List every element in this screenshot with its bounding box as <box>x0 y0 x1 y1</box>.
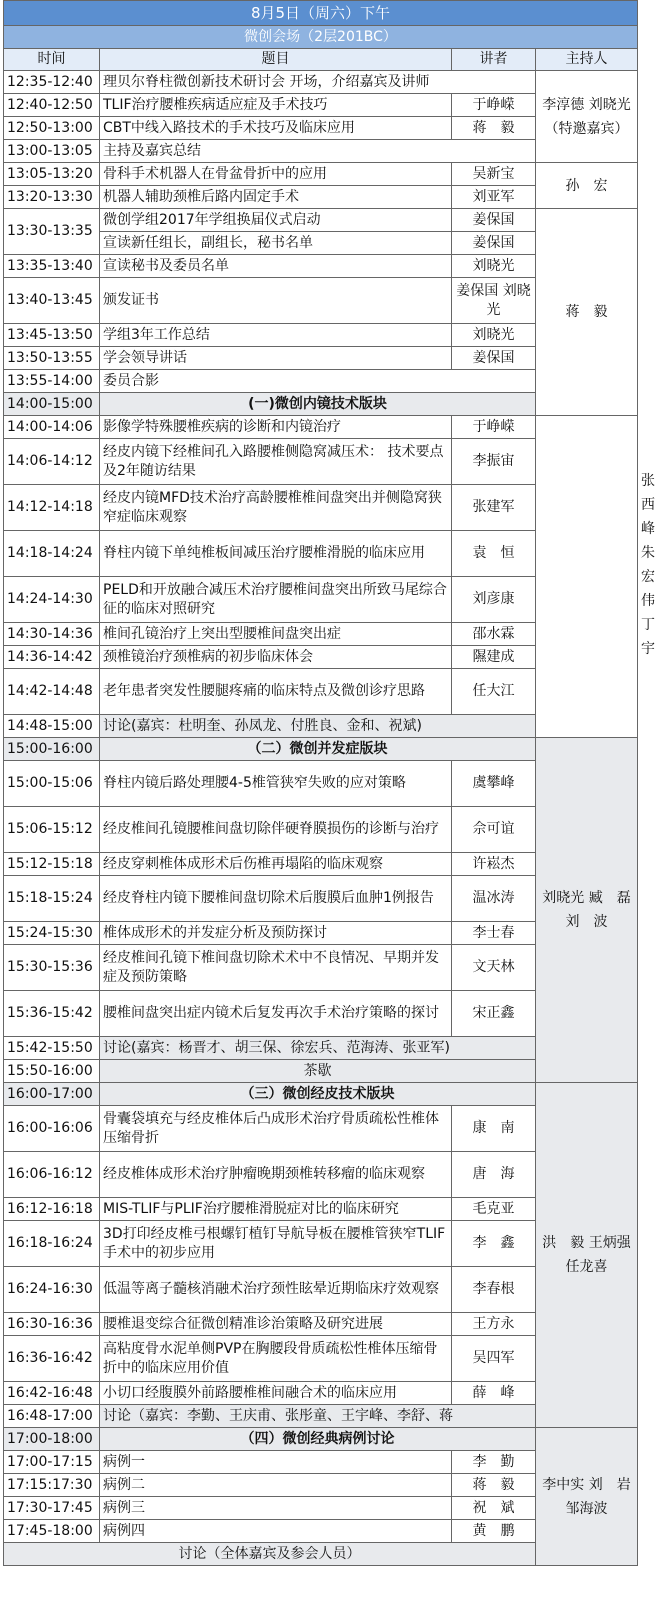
row-topic: 椎间孔镜治疗上突出型腰椎间盘突出症 <box>100 623 452 646</box>
row-time: 16:12-16:18 <box>4 1198 100 1221</box>
row-speaker: 李振宙 <box>452 439 536 485</box>
table-row <box>4 577 638 623</box>
row-topic: 小切口经腹膜外前路腰椎椎间融合术的临床应用 <box>100 1382 452 1405</box>
row-speaker: 于峥嵘 <box>452 416 536 439</box>
row-speaker: 刘亚军 <box>452 186 536 209</box>
row-topic: 委员合影 <box>100 370 536 393</box>
row-topic: 高粘度骨水泥单侧PVP在胸腰段骨质疏松性椎体压缩骨折中的临床应用价值 <box>100 1336 452 1382</box>
row-time: 14:24-14:30 <box>4 577 100 623</box>
row-time: 12:35-12:40 <box>4 71 100 94</box>
table-row <box>4 163 638 186</box>
row-speaker: 薛 峰 <box>452 1382 536 1405</box>
row-time: 14:42-14:48 <box>4 669 100 715</box>
table-row <box>4 209 638 232</box>
row-time: 17:15:17:30 <box>4 1474 100 1497</box>
row-topic: 骨科手术机器人在骨盆骨折中的应用 <box>100 163 452 186</box>
row-topic: 宣读新任组长，副组长，秘书名单 <box>100 232 452 255</box>
row-topic: 微创学组2017年学组换届仪式启动 <box>100 209 452 232</box>
row-time: 15:24-15:30 <box>4 922 100 945</box>
row-time: 17:00-18:00 <box>4 1428 100 1451</box>
row-time: 16:18-16:24 <box>4 1221 100 1267</box>
host-block-5: 刘晓光 臧 磊 刘 波 <box>536 738 638 1083</box>
row-time: 17:00-17:15 <box>4 1451 100 1474</box>
row-time: 17:45-18:00 <box>4 1520 100 1543</box>
row-time: 14:00-15:00 <box>4 393 100 416</box>
row-speaker: 刘晓光 <box>452 255 536 278</box>
row-topic: 骨囊袋填充与经皮椎体后凸成形术治疗骨质疏松性椎体压缩骨折 <box>100 1106 452 1152</box>
row-time: 12:40-12:50 <box>4 94 100 117</box>
schedule-table <box>3 0 655 1566</box>
row-speaker: 姜保国 <box>452 347 536 370</box>
col-time: 时间 <box>4 49 100 71</box>
row-topic: 讨论(嘉宾：杜明奎、孙凤龙、付胜良、金和、祝斌) <box>100 715 536 738</box>
row-topic: 主持及嘉宾总结 <box>100 140 536 163</box>
row-speaker: 刘晓光 <box>452 324 536 347</box>
row-speaker: 吴新宝 <box>452 163 536 186</box>
row-speaker: 王方永 <box>452 1313 536 1336</box>
host-block-3: 蒋 毅 <box>536 209 638 416</box>
row-speaker: 姜保国 刘晓光 <box>452 278 536 324</box>
row-speaker: 文天林 <box>452 945 536 991</box>
row-time: 13:20-13:30 <box>4 186 100 209</box>
row-time: 13:00-13:05 <box>4 140 100 163</box>
row-topic: 经皮椎间孔镜腰椎间盘切除伴硬脊膜损伤的诊断与治疗 <box>100 807 452 853</box>
col-speaker: 讲者 <box>452 49 536 71</box>
row-time: 15:00-15:06 <box>4 761 100 807</box>
row-speaker: 刘彦康 <box>452 577 536 623</box>
row-time: 16:00-17:00 <box>4 1083 100 1106</box>
row-time: 14:00-14:06 <box>4 416 100 439</box>
row-topic: 病例二 <box>100 1474 452 1497</box>
row-speaker: 于峥嵘 <box>452 94 536 117</box>
section-title: （四）微创经典病例讨论 <box>100 1428 536 1451</box>
row-speaker: 毛克亚 <box>452 1198 536 1221</box>
table-row <box>4 485 638 531</box>
col-host: 主持人 <box>536 49 638 71</box>
row-speaker: 李 鑫 <box>452 1221 536 1267</box>
row-time: 13:50-13:55 <box>4 347 100 370</box>
row-speaker: 蒋 毅 <box>452 1474 536 1497</box>
venue-header: 微创会场（2层201BC） <box>4 26 638 49</box>
row-topic: 椎体成形术的并发症分析及预防探讨 <box>100 922 452 945</box>
row-speaker: 蒋 毅 <box>452 117 536 140</box>
row-speaker: 邵水霖 <box>452 623 536 646</box>
table-row <box>4 669 638 715</box>
row-speaker: 佘可谊 <box>452 807 536 853</box>
row-topic: 病例三 <box>100 1497 452 1520</box>
row-topic: 病例一 <box>100 1451 452 1474</box>
row-time: 13:05-13:20 <box>4 163 100 186</box>
row-topic: MIS-TLIF与PLIF治疗腰椎滑脱症对比的临床研究 <box>100 1198 452 1221</box>
row-topic: 经皮穿刺椎体成形术后伤椎再塌陷的临床观察 <box>100 853 452 876</box>
col-topic: 题目 <box>100 49 452 71</box>
row-time: 15:12-15:18 <box>4 853 100 876</box>
row-time: 16:00-16:06 <box>4 1106 100 1152</box>
row-topic: 3D打印经皮椎弓根螺钉植钉导航导板在腰椎管狭窄TLIF手术中的初步应用 <box>100 1221 452 1267</box>
section-title: （二）微创并发症版块 <box>100 738 536 761</box>
row-time: 14:48-15:00 <box>4 715 100 738</box>
row-time: 16:48-17:00 <box>4 1405 100 1428</box>
row-topic: 经皮内镜MFD技术治疗高龄腰椎椎间盘突出并侧隐窝狭窄症临床观察 <box>100 485 452 531</box>
row-topic: 机器人辅助颈椎后路内固定手术 <box>100 186 452 209</box>
host-block-1: 李淳德 刘晓光（特邀嘉宾） <box>536 71 638 163</box>
row-speaker: 黄 鹏 <box>452 1520 536 1543</box>
row-time: 16:30-16:36 <box>4 1313 100 1336</box>
row-topic: 脊柱内镜下单纯椎板间减压治疗腰椎滑脱的临床应用 <box>100 531 452 577</box>
final-discussion: 讨论（全体嘉宾及参会人员） <box>4 1543 536 1566</box>
host-block-7: 李中实 刘 岩 邹海波 <box>536 1428 638 1566</box>
row-speaker: 袁 恒 <box>452 531 536 577</box>
row-time: 15:06-15:12 <box>4 807 100 853</box>
row-speaker: 李士春 <box>452 922 536 945</box>
row-time: 13:30-13:35 <box>4 209 100 255</box>
row-time: 15:18-15:24 <box>4 876 100 922</box>
row-time: 14:12-14:18 <box>4 485 100 531</box>
row-time: 12:50-13:00 <box>4 117 100 140</box>
row-time: 13:45-13:50 <box>4 324 100 347</box>
row-time: 13:55-14:00 <box>4 370 100 393</box>
table-row <box>4 439 638 485</box>
row-topic: 颁发证书 <box>100 278 452 324</box>
row-speaker: 康 南 <box>452 1106 536 1152</box>
row-speaker: 姜保国 <box>452 232 536 255</box>
table-row <box>4 623 638 646</box>
section-row <box>4 1428 638 1451</box>
row-topic: 理贝尔脊柱微创新技术研讨会 开场，介绍嘉宾及讲师 <box>100 71 536 94</box>
date-header: 8月5日（周六）下午 <box>4 1 638 26</box>
row-speaker: 祝 斌 <box>452 1497 536 1520</box>
row-topic: 经皮内镜下经椎间孔入路腰椎侧隐窝减压术： 技术要点及2年随访结果 <box>100 439 452 485</box>
row-time: 14:36-14:42 <box>4 646 100 669</box>
row-topic: 学组3年工作总结 <box>100 324 452 347</box>
table-row <box>4 715 638 738</box>
row-speaker: 李春根 <box>452 1267 536 1313</box>
row-topic: 经皮椎体成形术治疗肿瘤晚期颈椎转移瘤的临床观察 <box>100 1152 452 1198</box>
row-time: 13:35-13:40 <box>4 255 100 278</box>
host-block-6: 洪 毅 王炳强 任龙喜 <box>536 1083 638 1428</box>
row-speaker: 温冰涛 <box>452 876 536 922</box>
row-time: 15:42-15:50 <box>4 1037 100 1060</box>
row-speaker: 许崧杰 <box>452 853 536 876</box>
row-topic: 低温等离子髓核消融术治疗颈性眩晕近期临床疗效观察 <box>100 1267 452 1313</box>
tea-break: 茶歇 <box>100 1060 536 1083</box>
row-speaker: 姜保国 <box>452 209 536 232</box>
row-speaker: 李 勤 <box>452 1451 536 1474</box>
row-topic: 讨论(嘉宾：杨晋才、胡三保、徐宏兵、范海涛、张亚军) <box>100 1037 536 1060</box>
row-speaker: 吴四军 <box>452 1336 536 1382</box>
row-speaker: 张建军 <box>452 485 536 531</box>
row-topic: CBT中线入路技术的手术技巧及临床应用 <box>100 117 452 140</box>
column-headers <box>4 49 638 71</box>
host-block-2: 孙 宏 <box>536 163 638 209</box>
row-time: 14:30-14:36 <box>4 623 100 646</box>
row-topic: 经皮脊柱内镜下腰椎间盘切除术后腹膜后血肿1例报告 <box>100 876 452 922</box>
row-topic: 学会领导讲话 <box>100 347 452 370</box>
row-topic: 讨论（嘉宾：李勤、王庆甫、张彤童、王宇峰、李舒、蒋 <box>100 1405 536 1428</box>
row-topic: TLIF治疗腰椎疾病适应症及手术技巧 <box>100 94 452 117</box>
section-title: （三）微创经皮技术版块 <box>100 1083 536 1106</box>
row-topic: 腰椎间盘突出症内镜术后复发再次手术治疗策略的探讨 <box>100 991 452 1037</box>
row-time: 16:42-16:48 <box>4 1382 100 1405</box>
row-speaker: 虞攀峰 <box>452 761 536 807</box>
table-row <box>4 646 638 669</box>
section-row <box>4 1083 638 1106</box>
row-time: 14:06-14:12 <box>4 439 100 485</box>
row-speaker: 任大江 <box>452 669 536 715</box>
row-topic: 宣读秘书及委员名单 <box>100 255 452 278</box>
row-time: 13:40-13:45 <box>4 278 100 324</box>
row-topic: 颈椎镜治疗颈椎病的初步临床体会 <box>100 646 452 669</box>
row-time: 14:18-14:24 <box>4 531 100 577</box>
row-topic: PELD和开放融合减压术治疗腰椎间盘突出所致马尾综合征的临床对照研究 <box>100 577 452 623</box>
row-time: 15:00-16:00 <box>4 738 100 761</box>
row-topic: 腰椎退变综合征微创精准诊治策略及研究进展 <box>100 1313 452 1336</box>
table-row <box>4 531 638 577</box>
row-topic: 老年患者突发性腰腿疼痛的临床特点及微创诊疗思路 <box>100 669 452 715</box>
row-topic: 脊柱内镜后路处理腰4-5椎管狭窄失败的应对策略 <box>100 761 452 807</box>
row-topic: 病例四 <box>100 1520 452 1543</box>
row-time: 17:30-17:45 <box>4 1497 100 1520</box>
table-row <box>4 71 638 94</box>
row-time: 16:36-16:42 <box>4 1336 100 1382</box>
row-time: 16:24-16:30 <box>4 1267 100 1313</box>
row-time: 16:06-16:12 <box>4 1152 100 1198</box>
row-speaker: 隰建成 <box>452 646 536 669</box>
row-topic: 影像学特殊腰椎疾病的诊断和内镜治疗 <box>100 416 452 439</box>
section-row <box>4 738 638 761</box>
section-row: 14:00-15:00 (一)微创内镜技术版块 张西峰 朱宏伟 丁 宇 <box>4 393 638 416</box>
row-speaker: 宋正鑫 <box>452 991 536 1037</box>
row-time: 15:36-15:42 <box>4 991 100 1037</box>
section-title: (一)微创内镜技术版块 <box>100 393 536 416</box>
row-topic: 经皮椎间孔镜下椎间盘切除术术中不良情况、早期并发症及预防策略 <box>100 945 452 991</box>
row-time: 15:30-15:36 <box>4 945 100 991</box>
row-time: 15:50-16:00 <box>4 1060 100 1083</box>
row-speaker: 唐 海 <box>452 1152 536 1198</box>
table-row <box>4 416 638 439</box>
